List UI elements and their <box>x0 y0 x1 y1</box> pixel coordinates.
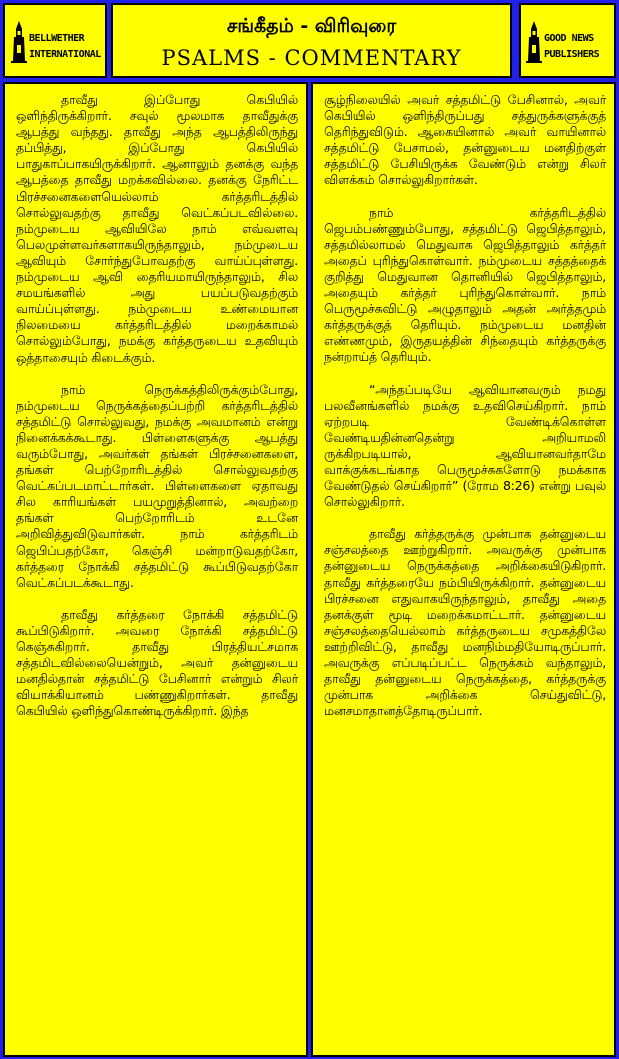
right-column <box>311 82 616 1057</box>
page-title-english: PSALMS - COMMENTARY <box>161 46 462 70</box>
title-box <box>111 3 512 78</box>
header <box>3 3 616 78</box>
right-paragraph-4: தாவீது கர்த்தருக்கு முன்பாக தன்னுடைய சஞ்சலத்தை ஊற்றுகிறார். அவருக்கு முன்பாக தன்னுடைய நெருக்கத்தை அறிக்கையிடுகிறார். தாவீது கர்த்தரையே நம்பியிருக்கிறார். தன்னுடைய பிரச்சனை எதுவாகயிருந்தாலும், தாவீது அதை தனக்குள் மூடி மறைக்கமாட்டார். தன்னுடைய சஞ்சலத்தையெல்லாம் கர்த்தருடைய சமுகத்திலே ஊற்றிவிட்டு, தாவீது மனநிம்மதியோடிருப்பார். அவருக்கு எப்படிப்பட்ட நெருக்கம் வந்தாலும், தாவீது தன்னுடைய நெருக்கத்தை, கர்த்தருக்கு முன்பாக அறிக்கை செய்துவிட்டு, மனசமாதானத்தோடிருப்பார். <box>324 526 606 719</box>
bell-tower-icon <box>526 21 542 63</box>
logo-left-line2: INTERNATIONAL <box>29 49 101 60</box>
right-paragraph-3: “அந்தப்படியே ஆவியானவரும் நமது பலவீனங்களில் நமக்கு உதவிசெய்கிறார். நாம் ஏற்றபடி வேண்டிக்கொள்ள வேண்டியதின்னதென்று அறியாமலி ருக்கிறபடியால், ஆவியானவர்தாமே வாக்குக்கடங்காத பெருமூச்சுகளோடு நமக்காக வேண்டுதல் செய்கிறார்” (ரோம 8:26) என்று பவுல் சொல்லுகிறார். <box>324 381 606 510</box>
logo-right-line2: PUBLISHERS <box>544 49 600 60</box>
right-paragraph-2: நாம் கர்த்தரிடத்தில் ஜெபம்பண்ணும்போது, சத்தமிட்டு ஜெபித்தாலும், சத்தமில்லாமல் மெதுவாக ஜெபித்தாலும் கர்த்தர் அதைப் புரிந்துகொள்வார். நம்முடைய சத்தத்தைக் குறித்து மெதுவான தொனியில் ஜெபித்தாலும், அதையும் கர்த்தர் புரிந்துகொள்வார். நாம் பெருமூச்சுவிட்டு அழுதாலும் அதன் அர்த்தமும் கர்த்தருக்குத் தெரியும். நம்முடைய மனதின் எண்ணமும், இருதயத்தின் சிந்தையும் கர்த்தருக்கு நன்றாய்த் தெரியும். <box>324 204 606 365</box>
bell-tower-icon <box>11 21 27 63</box>
logo-left-line1: BELLWETHER <box>29 33 85 44</box>
left-column <box>3 82 308 1057</box>
right-paragraph-1: சூழ்நிலையில் அவர் சத்தமிட்டு பேசினால், அவர் கெபியில் ஒளிந்திருப்பது சத்துருக்களுக்குத் தெரிந்துவிடும். ஆகையினால் அவர் வாயினால் சத்தமிட்டு பேசாமல், தன்னுடைய மனதிற்குள் சத்தமிட்டு பேசியிருக்க வேண்டும் என்று சிலர் விளக்கம் சொல்லுகிறார்கள். <box>324 92 606 188</box>
left-paragraph-3: தாவீது கர்த்தரை நோக்கி சத்தமிட்டு கூப்பிடுகிறார். அவரை நோக்கி சத்தமிட்டு கெஞ்சுகிறார். தாவீது பிரத்தியட்சமாக சத்தமிடவில்லையென்றும், அவர் தன்னுடைய மனதில்தான் சத்தமிட்டு பேசினார் என்றும் சிலர் வியாக்கியானம் பண்ணுகிறார்கள். தாவீது கெபியில் ஒளிந்துகொண்டிருக்கிறார். இந்த <box>16 606 298 719</box>
good-news-logo <box>519 3 616 78</box>
page-title-tamil: சங்கீதம் - விரிவுரை <box>226 15 397 37</box>
logo-right-line1: GOOD NEWS <box>544 33 594 44</box>
left-paragraph-1: தாவீது இப்போது கெபியில் ஒளிந்திருக்கிறார். சவுல் மூலமாக தாவீதுக்கு ஆபத்து வந்தது. தாவீது அந்த ஆபத்திலிருந்து தப்பித்து, இப்போது கெபியில் பாதுகாப்பாகயிருக்கிறார். ஆனாலும் தனக்கு வந்த ஆபத்தை தாவீது மறக்கவில்லை. தனக்கு நேரிட்ட பிரச்சனைகளையெல்லாம் கர்த்தரிடத்தில் சொல்லுவதற்கு தாவீது வெட்கப்படவில்லை. நம்முடைய ஆவியிலே நாம் எவ்வளவு பெலமுள்ளவர்களாகயிருந்தாலும், நம்முடைய ஆவியும் சோர்ந்துபோவதற்கு வாய்ப்புள்ளது. நம்முடைய ஆவி தைரியமாயிருந்தாலும், சில சமயங்களில் அது பயப்படுவதற்கும் வாய்ப்புள்ளது. நம்முடைய உண்மையான நிலமையை கர்த்தரிடத்தில் மறைக்காமல் சொல்லும்போது, நமக்கு கர்த்தருடைய உதவியும் ஒத்தாசையும் கிடைக்கும். <box>16 92 298 365</box>
bellwether-logo <box>3 3 107 78</box>
left-paragraph-2: நாம் நெருக்கத்திலிருக்கும்போது, நம்முடைய நெருக்கத்தைப்பற்றி கர்த்தரிடத்தில் சத்தமிட்டு சொல்லுவது, நமக்கு அவமானம் என்று நினைக்கக்கூடாது. பிள்ளைகளுக்கு ஆபத்து வரும்போது, அவர்கள் தங்கள் பிரச்சனைகளை, தங்கள் பெற்றோரிடத்தில் சொல்லுவதற்கு வெட்கப்படமாட்டார்கள். பிள்ளைகளை ஏதாவது சில காரியங்கள் பயமுறுத்தினால், அவற்றை தங்கள் பெற்றோரிடம் உடனே அறிவித்துவிடுவார்கள். நாம் கர்த்தரிடம் ஜெபிப்பதற்கோ, கெஞ்சி மன்றாடுவதற்கோ, கர்த்தரை நோக்கி சத்தமிட்டு கூப்பிடுவதற்கோ வெட்கப்படக்கூடாது. <box>16 381 298 590</box>
